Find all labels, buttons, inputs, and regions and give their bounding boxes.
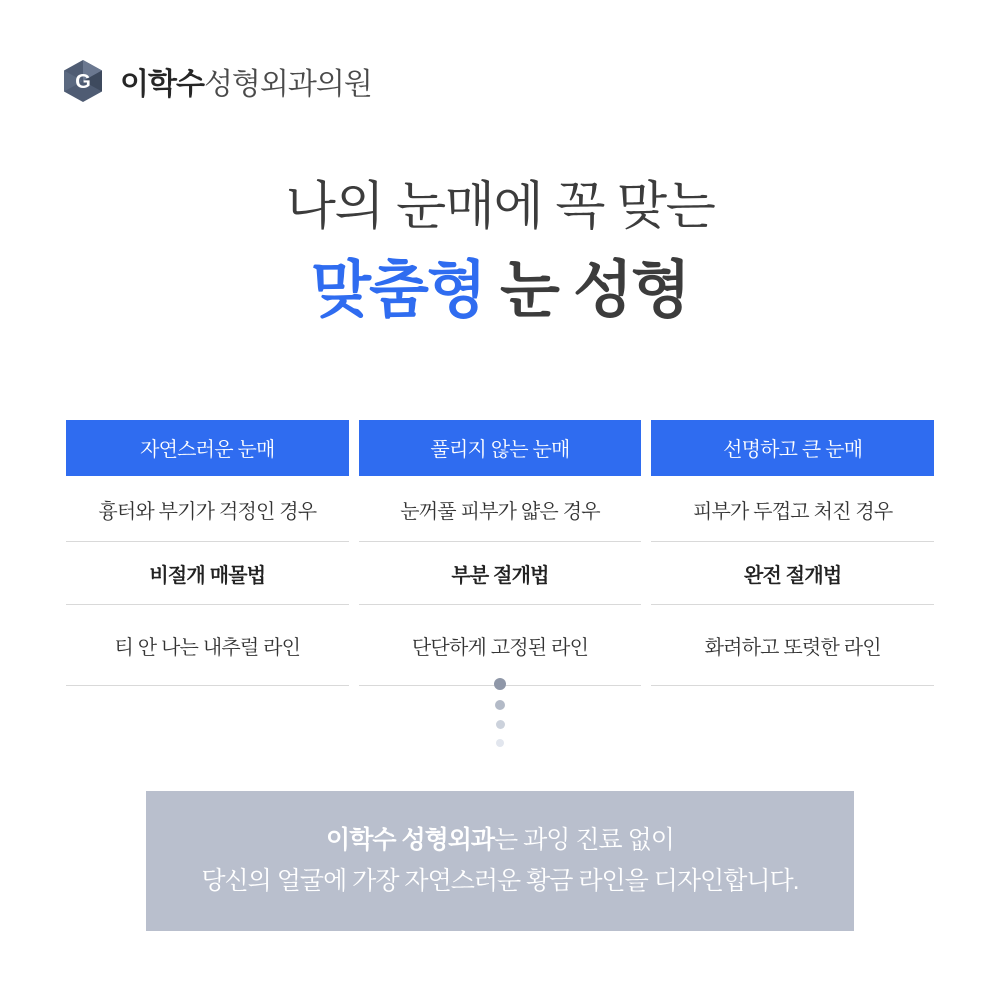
column-method: 부분 절개법 bbox=[359, 542, 642, 605]
column-method: 비절개 매몰법 bbox=[66, 542, 349, 605]
dot-divider bbox=[0, 678, 1000, 747]
column-method: 완전 절개법 bbox=[651, 542, 934, 605]
brand-logo bbox=[60, 58, 372, 104]
column-header: 선명하고 큰 눈매 bbox=[651, 420, 934, 476]
headline-line-1: 나의 눈매에 꼭 맞는 bbox=[285, 178, 715, 236]
divider-dot-icon bbox=[495, 700, 505, 710]
column-result: 단단하게 고정된 라인 bbox=[359, 605, 642, 686]
column-case: 눈꺼풀 피부가 얇은 경우 bbox=[359, 476, 642, 542]
footer-note-line-2: 당신의 얼굴에 가장 자연스러운 황금 라인을 디자인합니다. bbox=[201, 867, 799, 895]
column-result: 티 안 나는 내추럴 라인 bbox=[66, 605, 349, 686]
comparison-column bbox=[359, 420, 642, 686]
page-title bbox=[0, 176, 1000, 329]
comparison-column bbox=[66, 420, 349, 686]
column-header: 풀리지 않는 눈매 bbox=[359, 420, 642, 476]
column-case: 흉터와 부기가 걱정인 경우 bbox=[66, 476, 349, 542]
brand-name-strong: 이학수 bbox=[120, 68, 204, 101]
headline-accent: 맞춤형 bbox=[311, 256, 485, 326]
divider-dot-icon bbox=[494, 678, 506, 690]
column-case: 피부가 두껍고 처진 경우 bbox=[651, 476, 934, 542]
headline-line-2 bbox=[0, 254, 1000, 328]
brand-name-light: 성형외과의원 bbox=[203, 68, 372, 101]
footer-note-line-1 bbox=[326, 825, 674, 856]
column-result: 화려하고 또렷한 라인 bbox=[651, 605, 934, 686]
comparison-table bbox=[66, 420, 934, 686]
brand-name bbox=[120, 59, 372, 103]
footer-note-brand: 이학수 성형외과 bbox=[326, 825, 495, 854]
headline-rest: 눈 성형 bbox=[484, 256, 689, 326]
comparison-column bbox=[651, 420, 934, 686]
footer-note-rest: 는 과잉 진료 없이 bbox=[494, 825, 674, 854]
divider-dot-icon bbox=[496, 739, 504, 747]
svg-text:G: G bbox=[75, 71, 91, 93]
hexagon-g-logo-icon bbox=[60, 58, 106, 104]
column-header: 자연스러운 눈매 bbox=[66, 420, 349, 476]
divider-dot-icon bbox=[496, 720, 505, 729]
footer-note bbox=[146, 791, 854, 931]
